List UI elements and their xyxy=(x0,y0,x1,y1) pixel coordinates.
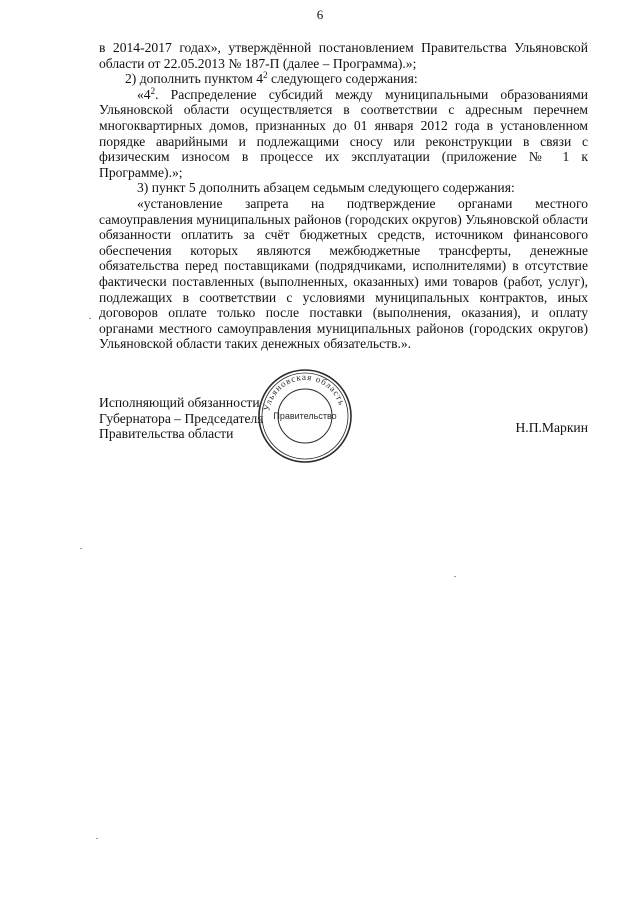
official-seal-stamp xyxy=(255,366,355,466)
paragraph-item-3: 3) пункт 5 дополнить абзацем седьмым следующего содержания: xyxy=(137,180,515,196)
document-body xyxy=(99,40,588,352)
svg-text:Ульяновская область xyxy=(261,372,347,412)
paragraph-item-2: 2) дополнить пунктом $4^2$ следующего содержания: xyxy=(125,70,418,87)
paragraph-point-4-2: «$4^2$. Распределение субсидий между муниципальными образованиями Ульяновской области осуществляется в соответствии с адресным перечнем многоквартирных домов, признанных до 01 января 2012 года в установленном порядке аварийными и подлежащими сносу или реконструкции в связи с физическим износом в процессе их эксплуатации (приложение № 1 к Программе).»; xyxy=(99,85,588,180)
signature-title-line-2: Губернатора – Председателя xyxy=(99,410,264,426)
signature-title-line-1: Исполняющий обязанности xyxy=(99,395,260,410)
signatory-name: Н.П.Маркин xyxy=(515,420,588,435)
scan-mark xyxy=(80,548,82,549)
seal-center-text: Правительство xyxy=(273,411,337,421)
page-number: 6 xyxy=(316,7,324,22)
scan-mark xyxy=(89,318,91,319)
paragraph-new-clause: «установление запрета на подтверждение органами местного самоуправления муниципальных районов (городских округов) Ульяновской области обязанности оплатить за счёт бюджетных средств, источником финансового обеспечения которых являются межбюджетные трансферты, денежные обязательства перед поставщиками (подрядчиками, исполнителями) в отсутствие фактически поставленных (выполненных, оказанных) ими товаров (работ, услуг), подлежащих в соответствии с условиями муниципальных контрактов, иных договоров оплате только после поставки (выполнения, оказания), и оплату органами местного самоуправления муниципальных районов (городских округов) Ульяновской области таких денежных обязательств.». xyxy=(99,195,588,352)
paragraph-continuation: в 2014-2017 годах», утверждённой постановлением Правительства Ульяновской области от 22.05.2013 № 187-П (далее – Программа).»; xyxy=(99,40,588,71)
scan-mark xyxy=(96,838,98,839)
seal-ring-text: Ульяновская область xyxy=(261,371,348,412)
signature-title-line-3: Правительства области xyxy=(99,426,234,442)
scan-mark xyxy=(454,576,456,577)
